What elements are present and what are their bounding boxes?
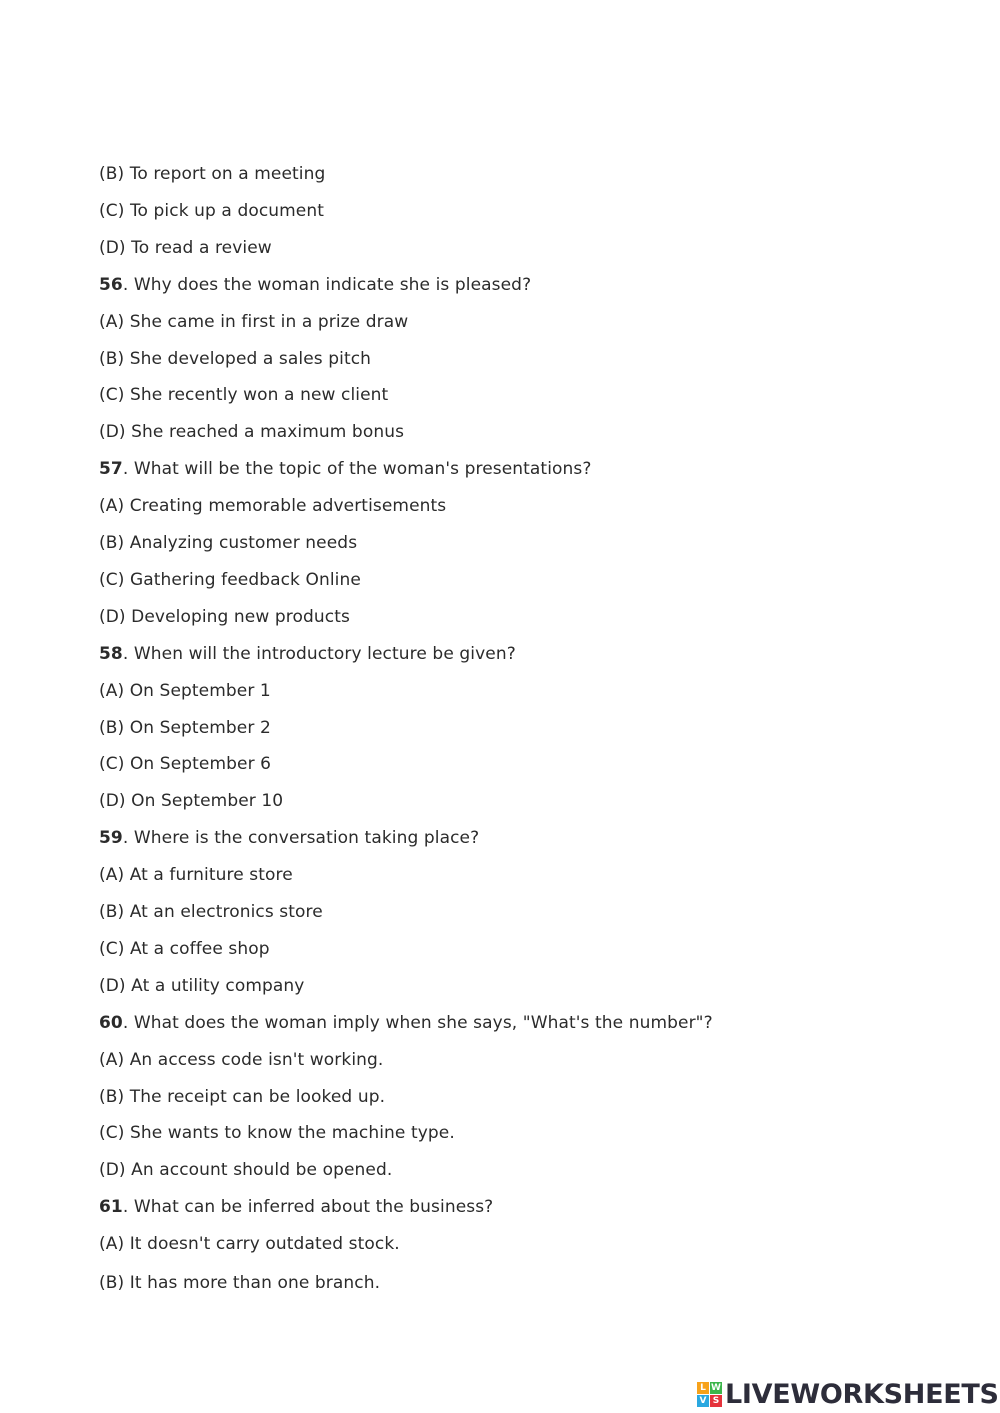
line-text: . When will the introductory lecture be given? <box>122 643 516 664</box>
line-text: (A) At a furniture store <box>99 865 293 886</box>
question-number: 60 <box>99 1012 123 1033</box>
answer-option <box>99 311 408 333</box>
question-stem <box>99 827 479 849</box>
line-text: (C) Gathering feedback Online <box>99 569 361 590</box>
line-text: . What will be the topic of the woman's presentations? <box>122 459 592 480</box>
answer-option <box>99 1159 392 1181</box>
answer-option <box>99 1122 455 1144</box>
line-text: (D) At a utility company <box>99 975 305 996</box>
line-text: (B) The receipt can be looked up. <box>99 1086 386 1107</box>
answer-option <box>99 1272 380 1294</box>
answer-option <box>99 495 446 517</box>
answer-option <box>99 606 350 628</box>
answer-option <box>99 384 388 406</box>
line-text: (C) She wants to know the machine type. <box>99 1123 455 1144</box>
line-text: (A) On September 1 <box>99 680 271 701</box>
line-text: (B) To report on a meeting <box>99 164 326 184</box>
line-text: (A) Creating memorable advertisements <box>99 496 447 517</box>
answer-option <box>99 680 271 702</box>
answer-option <box>99 348 371 370</box>
answer-option <box>99 200 324 222</box>
question-number: 59 <box>99 828 123 849</box>
line-text: (C) To pick up a document <box>99 200 325 221</box>
line-text: (D) On September 10 <box>99 791 284 812</box>
liveworksheets-logo <box>697 1378 999 1410</box>
line-text: (C) On September 6 <box>99 754 272 775</box>
answer-option <box>99 163 325 185</box>
line-text: . What does the woman imply when she says, "What's the number"? <box>122 1012 713 1033</box>
line-text: (D) An account should be opened. <box>99 1160 393 1181</box>
answer-option <box>99 938 270 960</box>
answer-option <box>99 901 323 923</box>
answer-option <box>99 237 272 259</box>
line-text: (C) She recently won a new client <box>99 385 389 406</box>
answer-option <box>99 421 404 443</box>
line-text: (D) Developing new products <box>99 606 350 627</box>
question-number: 58 <box>99 643 123 664</box>
line-text: (D) She reached a maximum bonus <box>99 422 405 443</box>
line-text: (B) At an electronics store <box>99 902 323 922</box>
logo-mark-cell: V <box>697 1395 709 1407</box>
answer-option <box>99 1086 385 1108</box>
answer-option <box>99 569 361 591</box>
line-text: (C) At a coffee shop <box>99 938 270 959</box>
question-stem <box>99 274 531 296</box>
answer-option <box>99 717 271 739</box>
question-stem <box>99 643 516 665</box>
line-text: (B) Analyzing customer needs <box>99 533 358 553</box>
logo-mark-icon <box>697 1382 722 1407</box>
line-text: (A) She came in first in a prize draw <box>99 311 409 332</box>
answer-option <box>99 753 271 775</box>
answer-option <box>99 790 283 812</box>
question-stem <box>99 1196 493 1218</box>
logo-mark-cell: L <box>697 1382 709 1394</box>
answer-option <box>99 975 304 997</box>
question-stem <box>99 458 591 480</box>
answer-option <box>99 1049 383 1071</box>
logo-text: LIVEWORKSHEETS <box>725 1378 999 1410</box>
answer-option <box>99 1233 400 1255</box>
answer-option <box>99 532 357 554</box>
question-number: 56 <box>99 274 123 295</box>
line-text: (B) It has more than one branch. <box>99 1273 381 1293</box>
line-text: (A) An access code isn't working. <box>99 1049 384 1070</box>
line-text: (A) It doesn't carry outdated stock. <box>99 1234 400 1255</box>
line-text: . What can be inferred about the business? <box>122 1197 494 1218</box>
question-number: 57 <box>99 459 123 480</box>
line-text: . Why does the woman indicate she is pleased? <box>122 274 532 295</box>
logo-mark-cell: W <box>711 1382 721 1393</box>
question-number: 61 <box>99 1197 123 1218</box>
line-text: (B) She developed a sales pitch <box>99 348 372 369</box>
answer-option <box>99 864 293 886</box>
line-text: (D) To read a review <box>99 237 272 258</box>
line-text: . Where is the conversation taking place? <box>122 828 480 849</box>
logo-mark-cell: S <box>710 1395 722 1407</box>
question-stem <box>99 1012 713 1034</box>
line-text: (B) On September 2 <box>99 717 271 738</box>
